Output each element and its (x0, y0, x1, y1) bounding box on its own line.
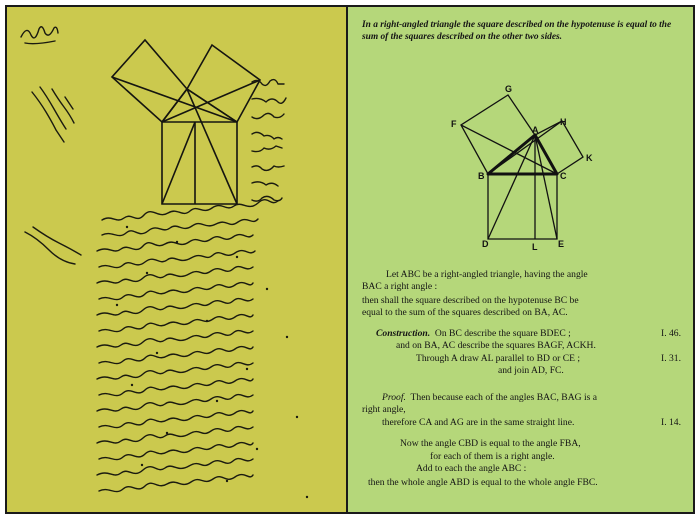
label-H: H (560, 117, 567, 127)
label-G: G (505, 84, 513, 94)
proof-line-6: Add to each the angle ABC : (416, 463, 527, 474)
label-C: C (560, 171, 567, 181)
enunciation-line-4: equal to the sum of the squares described on BA, AC. (362, 307, 568, 318)
label-B: B (478, 171, 485, 181)
enunciation-line-3: then shall the square described on the hypotenuse BC be (362, 295, 579, 306)
euclid-figure (348, 7, 693, 512)
proof-label: Proof. (382, 392, 406, 403)
manuscript-body-text (97, 200, 308, 498)
ref-i-31: I. 31. (661, 353, 681, 364)
construction-line-2: and on BA, AC describe the squares BAGF, ACKH. (396, 340, 596, 351)
construction-line-3: Through A draw AL parallel to BD or CE ; (416, 353, 581, 364)
label-F: F (451, 119, 457, 129)
proposition-statement: In a right-angled triangle the square described on the hypotenuse is equal to the sum of the squares described on the other two sides. (362, 20, 672, 42)
manuscript-figure (112, 40, 260, 204)
marginal-notes (25, 87, 81, 264)
label-E: E (558, 239, 565, 249)
proof-line-2: right angle, (362, 404, 406, 415)
euclid-panel (348, 7, 693, 512)
construction-line-4: and join AD, FC. (498, 365, 564, 376)
ref-i-14: I. 14. (661, 417, 681, 428)
construction-label: Construction. (376, 328, 431, 339)
label-K: K (586, 153, 593, 163)
page-frame (5, 5, 695, 514)
manuscript-panel (7, 7, 348, 512)
proof-line-1: Proof. Then because each of the angles BAC, BAG is a (382, 392, 598, 403)
manuscript-side-text (252, 80, 286, 202)
enunciation-line-2: BAC a right angle : (362, 281, 438, 292)
label-L: L (532, 242, 538, 252)
label-D: D (482, 239, 489, 249)
proof-line-4: Now the angle CBD is equal to the angle FBA, (400, 438, 581, 449)
ref-i-46: I. 46. (661, 328, 681, 339)
proof-line-7: then the whole angle ABD is equal to the whole angle FBC. (368, 477, 598, 488)
label-A: A (532, 125, 539, 135)
enunciation-line-1: Let ABC be a right-angled triangle, having the angle (386, 269, 588, 280)
manuscript-signature (21, 27, 58, 38)
construction-line-1: Construction. On BC describe the square BDEC ; (376, 328, 571, 339)
proof-line-5: for each of them is a right angle. (430, 451, 555, 462)
manuscript-drawing (7, 7, 348, 512)
proof-line-3: therefore CA and AG are in the same straight line. (382, 417, 575, 428)
